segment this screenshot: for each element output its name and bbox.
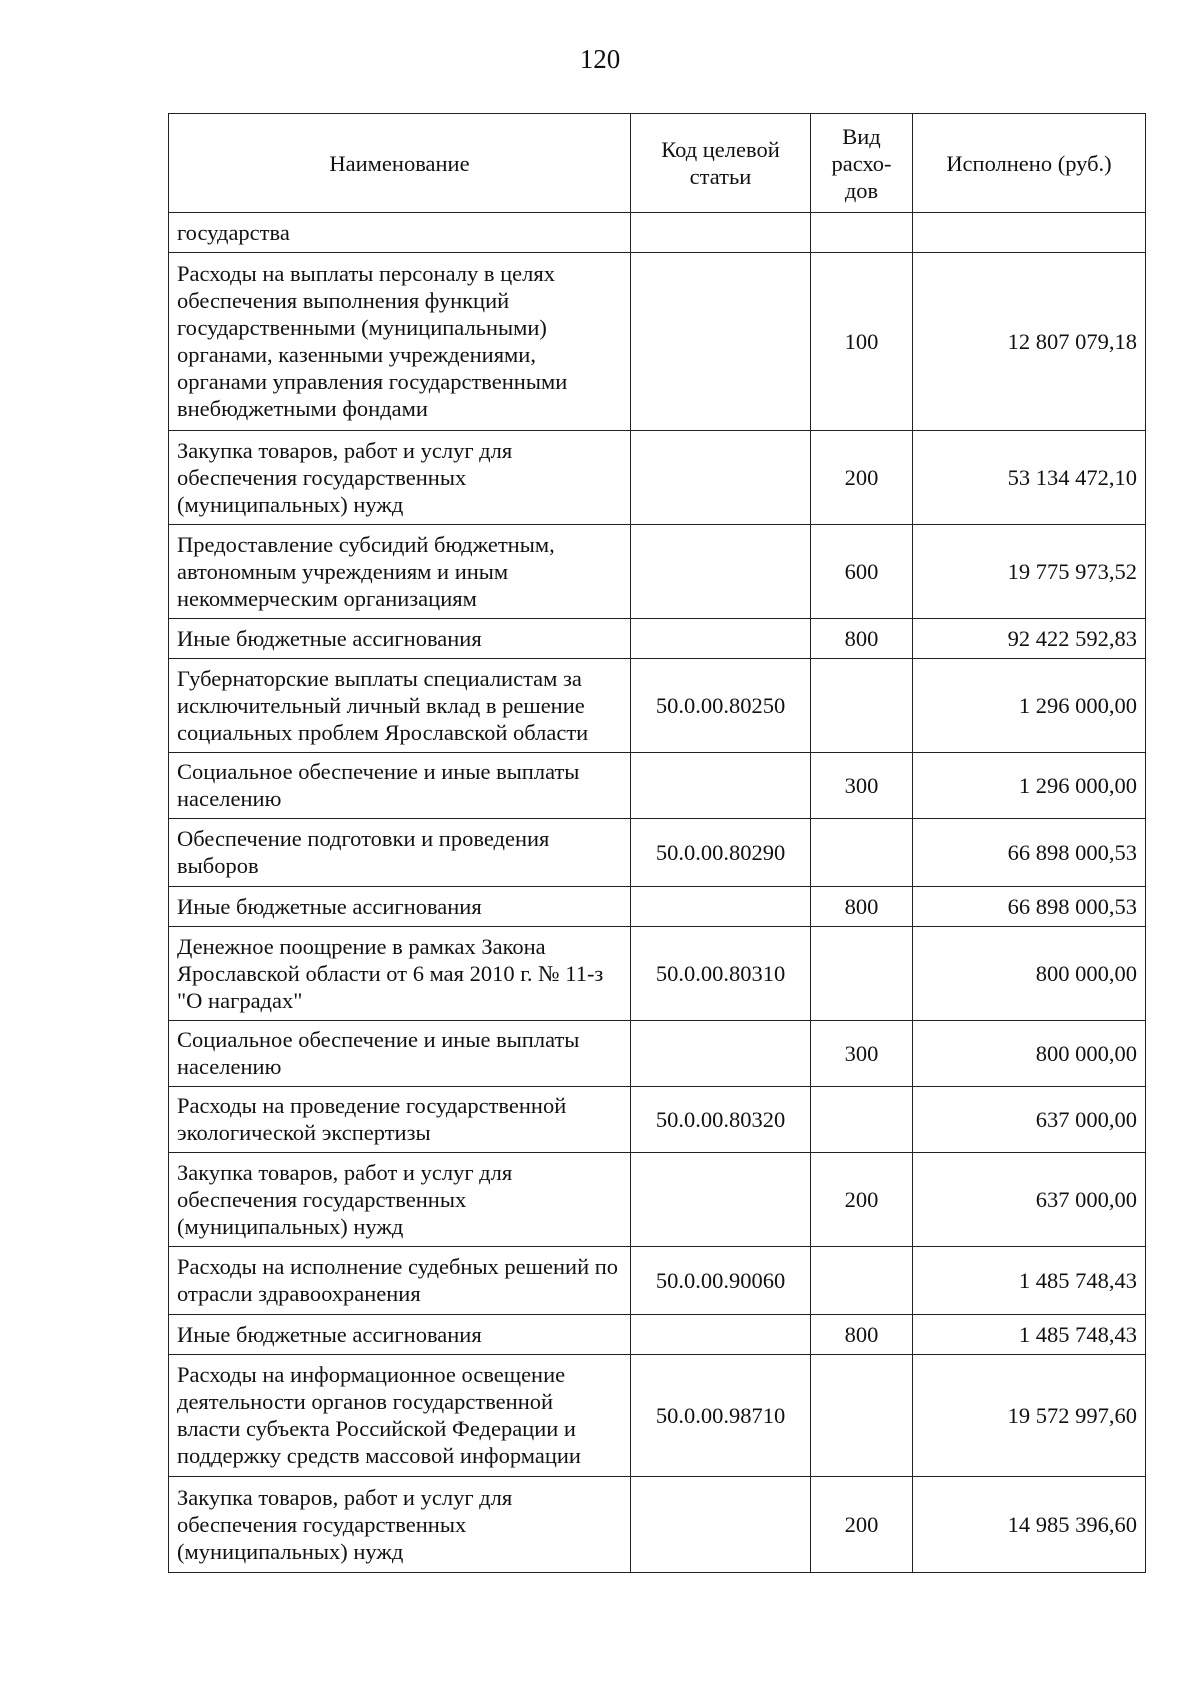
row-name: Расходы на проведение государственной экологической экспертизы [169, 1087, 631, 1153]
table-row [169, 1153, 1146, 1247]
header-name: Наименование [169, 114, 631, 213]
table-row [169, 1087, 1146, 1153]
header-amount: Исполнено (руб.) [913, 114, 1146, 213]
table-body [169, 213, 1146, 1573]
row-name: Губернаторские выплаты специалистам за исключительный личный вклад в решение социальных проблем Ярославской области [169, 659, 631, 753]
row-type: 800 [811, 1315, 913, 1355]
row-code [631, 525, 811, 619]
row-amount: 1 296 000,00 [913, 753, 1146, 819]
header-type: Вид расхо-дов [811, 114, 913, 213]
table-row [169, 525, 1146, 619]
row-name: Социальное обеспечение и иные выплаты населению [169, 1021, 631, 1087]
row-amount: 53 134 472,10 [913, 431, 1146, 525]
row-name: Иные бюджетные ассигнования [169, 1315, 631, 1355]
row-type: 800 [811, 887, 913, 927]
table-row [169, 927, 1146, 1021]
row-name: Расходы на информационное освещение деятельности органов государственной власти субъекта Российской Федерации и поддержку средств массовой информации [169, 1355, 631, 1477]
table-row [169, 887, 1146, 927]
row-code [631, 1153, 811, 1247]
row-type [811, 819, 913, 887]
page-number: 120 [579, 44, 621, 74]
table-row [169, 431, 1146, 525]
row-code [631, 1315, 811, 1355]
table-row [169, 1021, 1146, 1087]
row-type [811, 659, 913, 753]
table-header [169, 114, 1146, 213]
table-row [169, 1247, 1146, 1315]
row-code [631, 213, 811, 253]
row-type [811, 927, 913, 1021]
row-name: Обеспечение подготовки и проведения выборов [169, 819, 631, 887]
header-row [169, 114, 1146, 213]
table-row [169, 753, 1146, 819]
row-name: Денежное поощрение в рамках Закона Ярославской области от 6 мая 2010 г. № 11-з "О наградах" [169, 927, 631, 1021]
row-code [631, 1477, 811, 1573]
row-name: Иные бюджетные ассигнования [169, 887, 631, 927]
row-amount: 12 807 079,18 [913, 253, 1146, 431]
table-row [169, 619, 1146, 659]
row-type [811, 213, 913, 253]
table-row [169, 1315, 1146, 1355]
row-code [631, 431, 811, 525]
table-row [169, 659, 1146, 753]
row-amount: 637 000,00 [913, 1087, 1146, 1153]
row-amount: 66 898 000,53 [913, 819, 1146, 887]
row-amount: 637 000,00 [913, 1153, 1146, 1247]
row-amount: 800 000,00 [913, 1021, 1146, 1087]
row-code: 50.0.00.80250 [631, 659, 811, 753]
row-code [631, 253, 811, 431]
row-name: Закупка товаров, работ и услуг для обеспечения государственных (муниципальных) нужд [169, 1477, 631, 1573]
row-type [811, 1247, 913, 1315]
row-amount: 1 485 748,43 [913, 1247, 1146, 1315]
row-amount: 66 898 000,53 [913, 887, 1146, 927]
row-code: 50.0.00.80310 [631, 927, 811, 1021]
row-type: 200 [811, 1477, 913, 1573]
row-name: Расходы на выплаты персоналу в целях обеспечения выполнения функций государственными (муниципальными) органами, казенными учреждениями, органами управления государственными внебюджетными фондами [169, 253, 631, 431]
row-type: 800 [811, 619, 913, 659]
row-type: 300 [811, 1021, 913, 1087]
row-amount: 1 485 748,43 [913, 1315, 1146, 1355]
table-row [169, 1355, 1146, 1477]
row-name: Закупка товаров, работ и услуг для обеспечения государственных (муниципальных) нужд [169, 1153, 631, 1247]
row-code: 50.0.00.80290 [631, 819, 811, 887]
row-amount: 92 422 592,83 [913, 619, 1146, 659]
row-amount: 1 296 000,00 [913, 659, 1146, 753]
row-type: 600 [811, 525, 913, 619]
row-type: 300 [811, 753, 913, 819]
row-name: Закупка товаров, работ и услуг для обеспечения государственных (муниципальных) нужд [169, 431, 631, 525]
row-name: государства [169, 213, 631, 253]
row-type: 100 [811, 253, 913, 431]
row-code [631, 887, 811, 927]
row-type: 200 [811, 1153, 913, 1247]
header-code: Код целевой статьи [631, 114, 811, 213]
row-code [631, 1021, 811, 1087]
table-row [169, 819, 1146, 887]
row-code: 50.0.00.98710 [631, 1355, 811, 1477]
row-name: Иные бюджетные ассигнования [169, 619, 631, 659]
row-type [811, 1355, 913, 1477]
table-row [169, 213, 1146, 253]
row-amount [913, 213, 1146, 253]
row-code [631, 753, 811, 819]
row-amount: 800 000,00 [913, 927, 1146, 1021]
row-type: 200 [811, 431, 913, 525]
row-name: Социальное обеспечение и иные выплаты населению [169, 753, 631, 819]
row-code: 50.0.00.80320 [631, 1087, 811, 1153]
row-name: Предоставление субсидий бюджетным, автономным учреждениям и иным некоммерческим организациям [169, 525, 631, 619]
row-code [631, 619, 811, 659]
row-code: 50.0.00.90060 [631, 1247, 811, 1315]
budget-table [168, 113, 1146, 1573]
row-amount: 19 775 973,52 [913, 525, 1146, 619]
table-row [169, 1477, 1146, 1573]
row-amount: 14 985 396,60 [913, 1477, 1146, 1573]
table-row [169, 253, 1146, 431]
row-name: Расходы на исполнение судебных решений по отрасли здравоохранения [169, 1247, 631, 1315]
row-type [811, 1087, 913, 1153]
row-amount: 19 572 997,60 [913, 1355, 1146, 1477]
